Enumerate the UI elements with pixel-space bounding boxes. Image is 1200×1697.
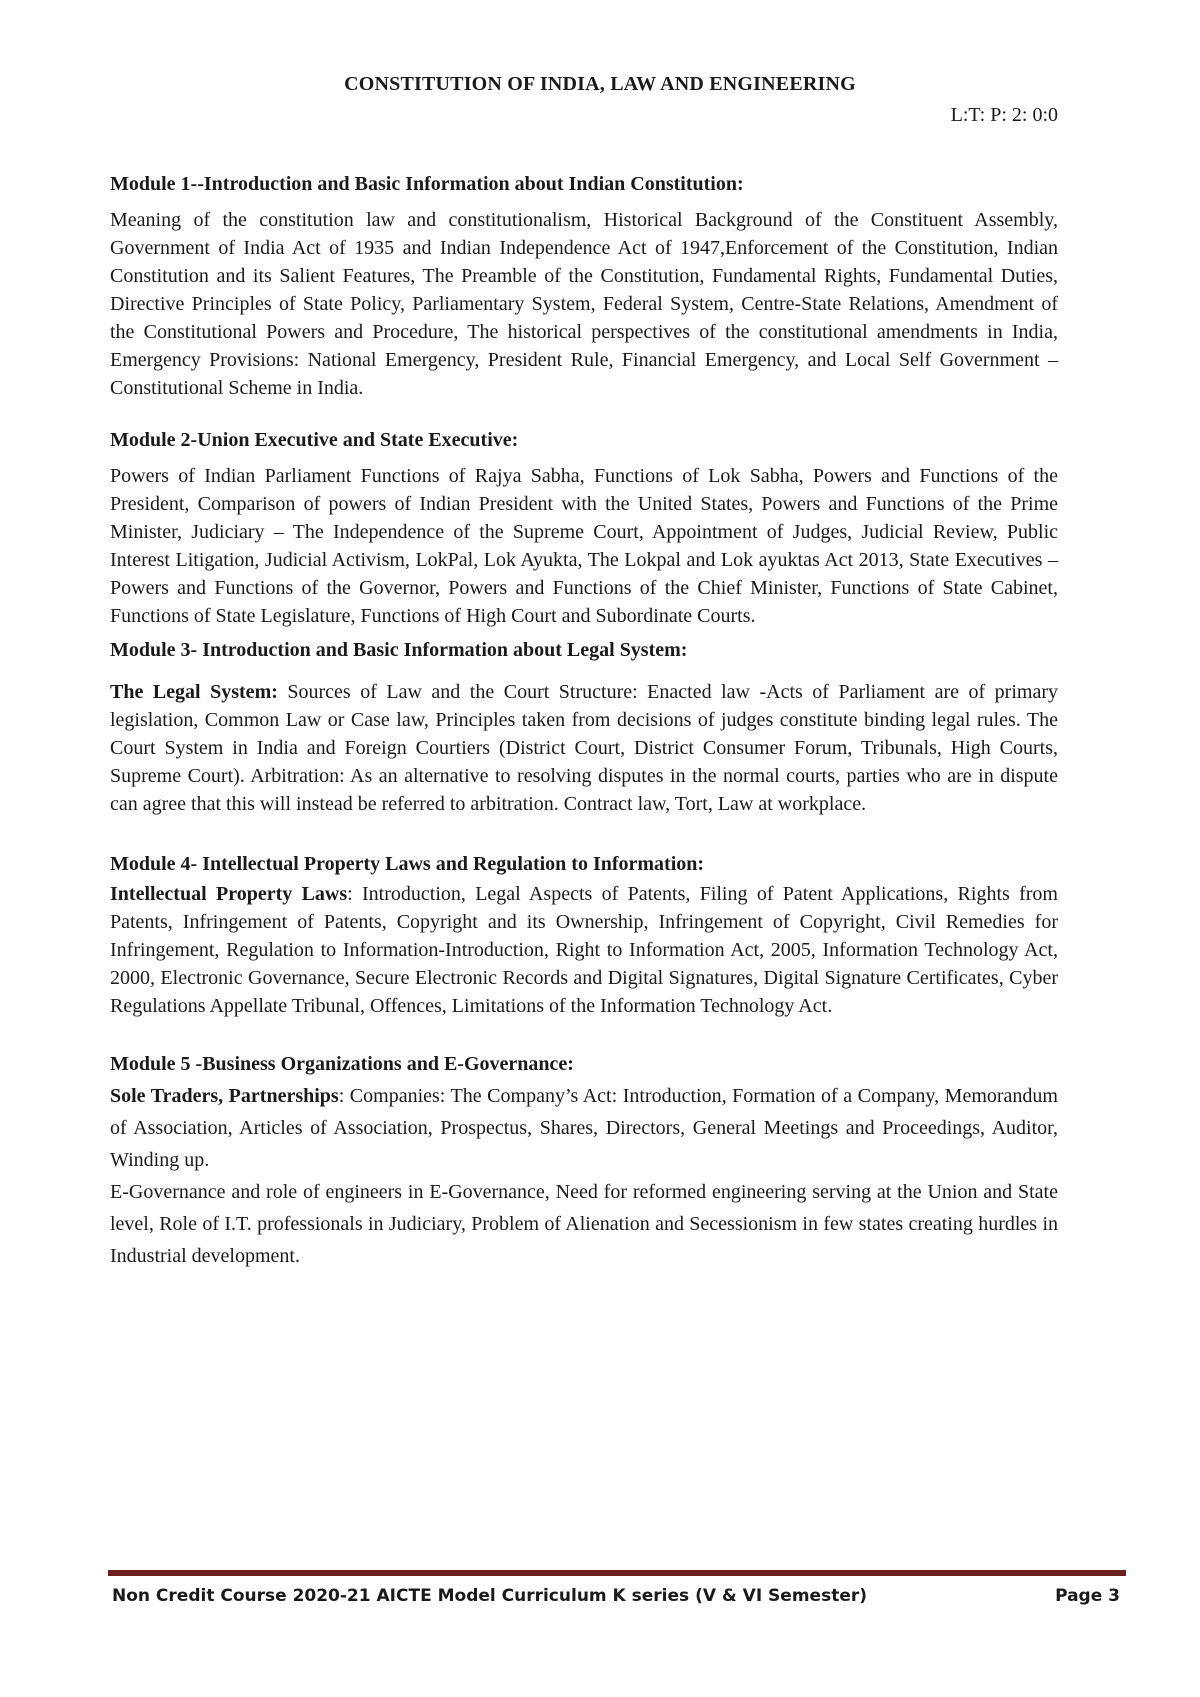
module-4-heading: Module 4- Intellectual Property Laws and Regulation to Information: — [110, 853, 705, 875]
module-4-body — [110, 880, 1058, 1020]
module-2-body: Powers of Indian Parliament Functions of Rajya Sabha, Functions of Lok Sabha, Powers and Functions of the President, Comparison of powers of Indian President with the United States, Powers and Functions of the Prime Minister, Judiciary – The Independence of the Supreme Court, Appointment of Judges, Judicial Review, Public Interest Litigation, Judicial Activism, LokPal, Lok Ayukta, The Lokpal and Lok ayuktas Act 2013, State Executives – Powers and Functions of the Governor, Powers and Functions of the Chief Minister, Functions of State Cabinet, Functions of State Legislature, Functions of High Court and Subordinate Courts. — [110, 465, 1058, 627]
module-5-heading: Module 5 -Business Organizations and E-Governance: — [110, 1053, 574, 1075]
module-5-body-2: E-Governance and role of engineers in E-Governance, Need for reformed engineering serving at the Union and State level, Role of I.T. professionals in Judiciary, Problem of Alienation and Secessionism in few states creating hurdles in Industrial development. — [110, 1181, 1058, 1267]
footer-page-number: Page 3 — [1055, 1586, 1120, 1606]
module-1-body: Meaning of the constitution law and constitutionalism, Historical Background of the Constituent Assembly, Government of India Act of 1935 and Indian Independence Act of 1947,Enforcement of the Constitution, Indian Constitution and its Salient Features, The Preamble of the Constitution, Fundamental Rights, Fundamental Duties, Directive Principles of State Policy, Parliamentary System, Federal System, Centre-State Relations, Amendment of the Constitutional Powers and Procedure, The historical perspectives of the constitutional amendments in India, Emergency Provisions: National Emergency, President Rule, Financial Emergency, and Local Self Government – Constitutional Scheme in India. — [110, 209, 1058, 399]
document-title: CONSTITUTION OF INDIA, LAW AND ENGINEERING — [344, 73, 856, 95]
module-3-body — [110, 678, 1058, 818]
module-5-lead: Sole Traders, Partnerships — [110, 1085, 339, 1107]
module-4-text: : Introduction, Legal Aspects of Patents, Filing of Patent Applications, Rights from Patents, Infringement of Patents, Copyright and its Ownership, Infringement of Copyright, Civil Remedies for Infringement, Regulation to Information-Introduction, Right to Information Act, 2005, Information Technology Act, 2000, Electronic Governance, Secure Electronic Records and Digital Signatures, Digital Signature Certificates, Cyber Regulations Appellate Tribunal, Offences, Limitations of the Information Technology Act. — [110, 883, 1058, 1017]
module-3-heading: Module 3- Introduction and Basic Information about Legal System: — [110, 639, 688, 661]
ltp-credits: L:T: P: 2: 0:0 — [950, 104, 1058, 126]
module-5-text: : Companies: The Company’s Act: Introduction, Formation of a Company, Memorandum of Association, Articles of Association, Prospectus, Shares, Directors, General Meetings and Proceedings, Auditor, Winding up. — [110, 1085, 1058, 1171]
module-2 — [110, 426, 1058, 630]
module-1 — [110, 170, 1058, 402]
footer-course: Non Credit Course 2020-21 AICTE Model Curriculum K series (V & VI Semester) — [112, 1586, 868, 1606]
module-3-lead: The Legal System: — [110, 681, 278, 703]
module-1-heading: Module 1--Introduction and Basic Information about Indian Constitution: — [110, 173, 744, 195]
module-list — [110, 170, 1058, 1272]
module-3 — [110, 636, 1058, 818]
module-3-text: Sources of Law and the Court Structure: Enacted law -Acts of Parliament are of primary legislation, Common Law or Case law, Principles taken from decisions of judges constitute binding legal rules. The Court System in India and Foreign Courtiers (District Court, District Consumer Forum, Tribunals, High Courts, Supreme Court). Arbitration: As an alternative to resolving disputes in the normal courts, parties who are in dispute can agree that this will instead be referred to arbitration. Contract law, Tort, Law at workplace. — [110, 681, 1058, 815]
module-5-body — [110, 1080, 1058, 1176]
module-4 — [110, 850, 1058, 1020]
module-4-lead: Intellectual Property Laws — [110, 883, 348, 905]
module-5 — [110, 1050, 1058, 1272]
footer-divider — [108, 1570, 1126, 1576]
module-2-heading: Module 2-Union Executive and State Executive: — [110, 429, 519, 451]
